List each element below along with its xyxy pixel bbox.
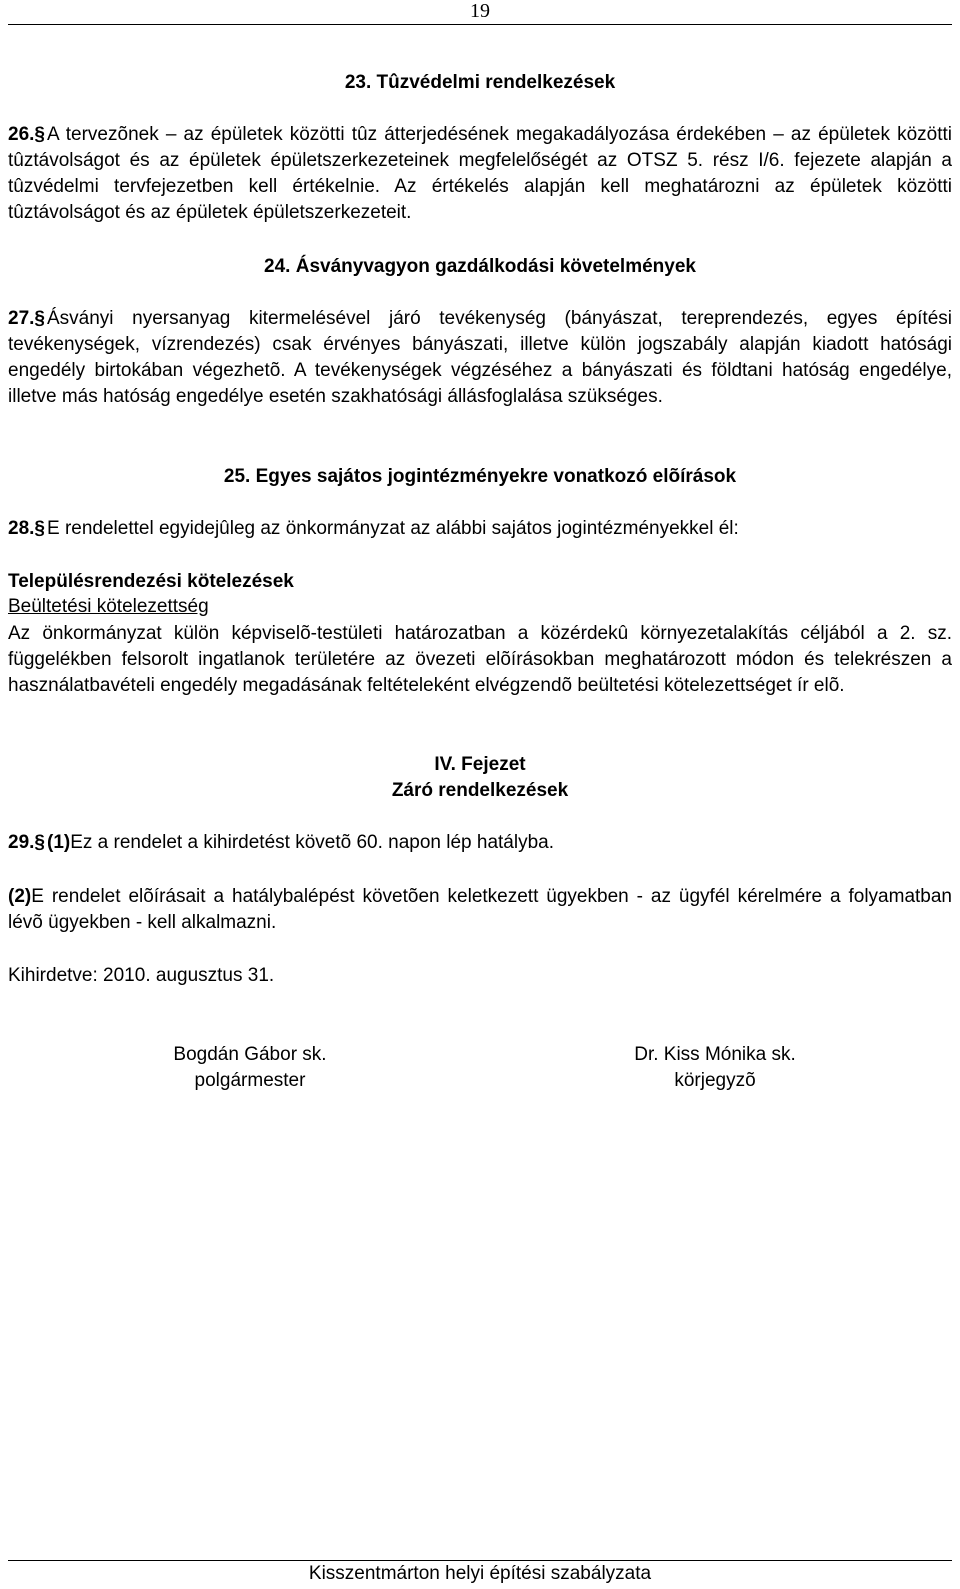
section-mark: § — [34, 308, 45, 329]
paragraph-27 — [8, 306, 952, 410]
page-footer: Kisszentmárton helyi építési szabályzata — [308, 1563, 652, 1584]
section-23-heading: 23. Tûzvédelmi rendelkezések — [344, 72, 616, 93]
signature-notary-title: körjegyzõ — [674, 1070, 756, 1091]
paragraph-29-number: 29. — [8, 832, 35, 853]
signature-mayor-name: Bogdán Gábor sk. — [173, 1044, 327, 1065]
signature-notary-name: Dr. Kiss Mónika sk. — [634, 1044, 796, 1065]
paragraph-28 — [8, 516, 952, 542]
settlement-obligations-title: Településrendezési kötelezések — [8, 571, 294, 592]
paragraph-29-1-text: Ez a rendelet a kihirdetést követõ 60. napon lép hatályba. — [70, 832, 555, 853]
footer-rule — [8, 1560, 952, 1561]
promulgation-date: Kihirdetve: 2010. augusztus 31. — [8, 965, 275, 986]
paragraph-26-number: 26. — [8, 124, 35, 145]
subsection-2-number: (2) — [8, 886, 32, 907]
signature-mayor — [120, 1042, 380, 1094]
paragraph-26-text: A tervezõnek – az épületek közötti tûz átterjedésének megakadályozása érdekében – az épületek közötti tûztávolságot és az épületek épületszerkezeteinek megfelelőségét az OTSZ 5. rész I/6. fejezete alapján a tûzvédelmi tervfejezetben kell értékelnie. Az értékelés alapján kell meghatározni az épületek közötti tûztávolságot és az épületek épületszerkezeteit. — [8, 124, 952, 223]
subsection-1-number: (1) — [47, 832, 71, 853]
header-rule — [8, 24, 952, 25]
section-24-heading: 24. Ásványvagyon gazdálkodási követelmények — [264, 256, 696, 277]
paragraph-28-number: 28. — [8, 518, 35, 539]
paragraph-29-2-text: E rendelet elõírásait a hatálybalépést követõen keletkezett ügyekben - az ügyfél kérelmére a folyamatban lévõ ügyekben - kell alkalmazni. — [8, 886, 952, 933]
closing-provisions-title: Záró rendelkezések — [391, 780, 569, 801]
chapter-4-title: IV. Fejezet — [434, 754, 526, 775]
paragraph-29-1 — [8, 830, 952, 856]
planting-obligation-subtitle: Beültetési kötelezettség — [8, 596, 209, 617]
paragraph-28-text: E rendelettel egyidejûleg az önkormányzat az alábbi sajátos jogintézményekkel él: — [47, 518, 739, 539]
section-mark: § — [34, 124, 45, 145]
paragraph-29-2 — [8, 884, 952, 936]
paragraph-26 — [8, 122, 952, 226]
section-25-heading: 25. Egyes sajátos jogintézményekre vonatkozó elõírások — [223, 466, 737, 487]
signature-mayor-title: polgármester — [194, 1070, 306, 1091]
signature-notary — [585, 1042, 845, 1094]
paragraph-27-text: Ásványi nyersanyag kitermelésével járó tevékenység (bányászat, tereprendezés, egyes építési tevékenységek, vízrendezés) csak érvényes bányászati, illetve külön jogszabály alapján kiadott hatósági engedély birtokában végezhetõ. A tevékenységek végzéséhez a bányászati és földtani hatóság engedélye, illetve más hatóság engedélye esetén szakhatósági állásfoglalása szükséges. — [8, 308, 952, 407]
planting-obligation-text: Az önkormányzat külön képviselõ-testületi határozatban a közérdekû környezetalakítás céljából a 2. sz. függelékben felsorolt ingatlanok területére az övezeti elõírásokban meghatározott módon és telekrészen a használatbavételi engedély megadásának feltételeként elvégzendõ beültetési kötelezettséget ír elõ. — [8, 623, 952, 696]
section-mark: § — [34, 518, 45, 539]
paragraph-27-number: 27. — [8, 308, 35, 329]
page-number: 19 — [470, 0, 490, 22]
section-mark: § — [34, 832, 45, 853]
